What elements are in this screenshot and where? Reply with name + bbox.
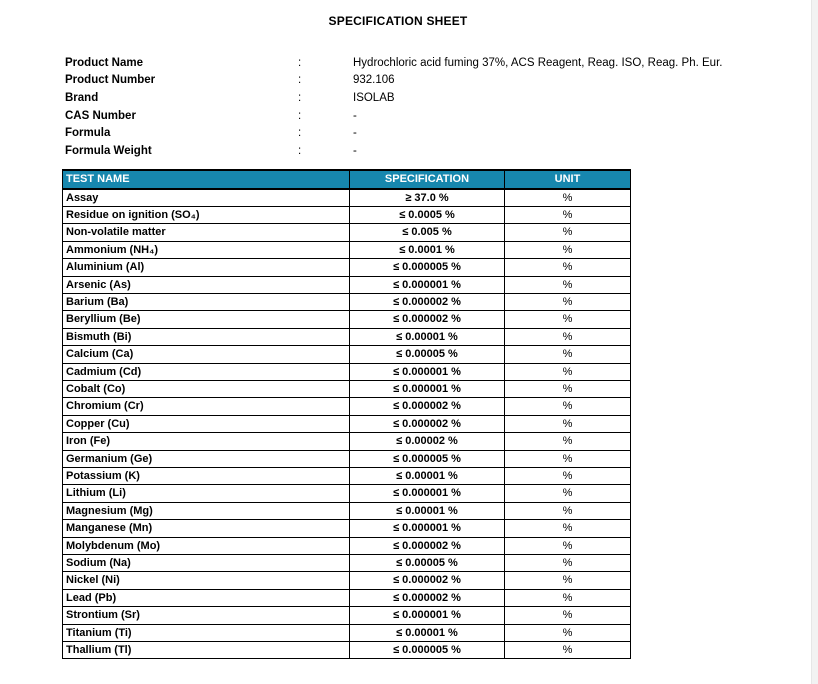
unit-cell: % (505, 311, 631, 328)
table-row (63, 346, 631, 363)
table-row (63, 241, 631, 258)
product-info-label: Brand (65, 91, 99, 104)
table-row (63, 293, 631, 310)
test-name-cell: Iron (Fe) (63, 433, 350, 450)
table-row (63, 415, 631, 432)
test-name-cell: Strontium (Sr) (63, 607, 350, 624)
specification-cell: ≤ 0.000005 % (350, 642, 505, 659)
specification-cell: ≤ 0.000005 % (350, 259, 505, 276)
product-info-row (65, 89, 765, 107)
product-info-colon: : (298, 74, 302, 87)
unit-cell: % (505, 502, 631, 519)
test-name-cell: Sodium (Na) (63, 555, 350, 572)
test-name-cell: Aluminium (Al) (63, 259, 350, 276)
table-row (63, 555, 631, 572)
unit-cell: % (505, 346, 631, 363)
specification-cell: ≤ 0.0001 % (350, 241, 505, 258)
test-name-cell: Residue on ignition (SO₄) (63, 206, 350, 223)
test-name-cell: Lead (Pb) (63, 589, 350, 606)
table-row (63, 363, 631, 380)
product-info-colon: : (298, 144, 302, 157)
specification-cell: ≤ 0.000002 % (350, 398, 505, 415)
specification-cell: ≤ 0.005 % (350, 224, 505, 241)
product-info-value: 932.106 (353, 74, 395, 87)
unit-cell: % (505, 624, 631, 641)
unit-cell: % (505, 276, 631, 293)
table-row (63, 537, 631, 554)
product-info-value: Hydrochloric acid fuming 37%, ACS Reagent, Reag. ISO, Reag. Ph. Eur. (353, 56, 723, 69)
specification-cell: ≤ 0.00005 % (350, 346, 505, 363)
test-name-cell: Barium (Ba) (63, 293, 350, 310)
scrollbar-track[interactable] (811, 0, 818, 684)
test-name-cell: Beryllium (Be) (63, 311, 350, 328)
table-row (63, 450, 631, 467)
table-row (63, 206, 631, 223)
test-name-cell: Calcium (Ca) (63, 346, 350, 363)
unit-cell: % (505, 259, 631, 276)
test-name-cell: Molybdenum (Mo) (63, 537, 350, 554)
specification-cell: ≤ 0.000001 % (350, 485, 505, 502)
table-row (63, 624, 631, 641)
product-info-colon: : (298, 56, 302, 69)
test-name-cell: Ammonium (NH₄) (63, 241, 350, 258)
product-info-label: CAS Number (65, 109, 136, 122)
product-info-row (65, 124, 765, 142)
table-row (63, 642, 631, 659)
table-row (63, 328, 631, 345)
table-row (63, 398, 631, 415)
unit-cell: % (505, 241, 631, 258)
unit-cell: % (505, 555, 631, 572)
test-name-cell: Thallium (Tl) (63, 642, 350, 659)
table-row (63, 259, 631, 276)
product-info-block (65, 54, 765, 160)
product-info-value: - (353, 127, 357, 140)
product-info-colon: : (298, 109, 302, 122)
test-name-cell: Arsenic (As) (63, 276, 350, 293)
table-row (63, 485, 631, 502)
table-body (63, 189, 631, 659)
test-name-cell: Copper (Cu) (63, 415, 350, 432)
unit-cell: % (505, 415, 631, 432)
specification-cell: ≤ 0.000005 % (350, 450, 505, 467)
specification-cell: ≤ 0.00001 % (350, 468, 505, 485)
test-name-cell: Titanium (Ti) (63, 624, 350, 641)
specification-cell: ≥ 37.0 % (350, 189, 505, 207)
unit-cell: % (505, 485, 631, 502)
unit-cell: % (505, 398, 631, 415)
specification-cell: ≤ 0.00001 % (350, 502, 505, 519)
page-title: SPECIFICATION SHEET (328, 14, 468, 28)
product-info-row (65, 107, 765, 125)
specification-cell: ≤ 0.000002 % (350, 415, 505, 432)
test-name-cell: Chromium (Cr) (63, 398, 350, 415)
unit-cell: % (505, 607, 631, 624)
product-info-label: Product Name (65, 56, 143, 69)
unit-cell: % (505, 293, 631, 310)
product-info-label: Product Number (65, 74, 156, 87)
test-name-cell: Bismuth (Bi) (63, 328, 350, 345)
test-name-cell: Lithium (Li) (63, 485, 350, 502)
product-info-colon: : (298, 91, 302, 104)
test-name-cell: Cadmium (Cd) (63, 363, 350, 380)
specification-cell: ≤ 0.000001 % (350, 363, 505, 380)
specification-cell: ≤ 0.000001 % (350, 607, 505, 624)
unit-cell: % (505, 572, 631, 589)
specification-cell: ≤ 0.000001 % (350, 380, 505, 397)
specification-table (62, 169, 631, 659)
specification-cell: ≤ 0.00001 % (350, 328, 505, 345)
product-info-label: Formula Weight (65, 144, 152, 157)
unit-cell: % (505, 206, 631, 223)
specification-cell: ≤ 0.000002 % (350, 589, 505, 606)
test-name-cell: Potassium (K) (63, 468, 350, 485)
product-info-row (65, 72, 765, 90)
specification-cell: ≤ 0.00001 % (350, 624, 505, 641)
table-row (63, 607, 631, 624)
table-row (63, 311, 631, 328)
product-info-colon: : (298, 127, 302, 140)
test-name-cell: Non-volatile matter (63, 224, 350, 241)
unit-cell: % (505, 433, 631, 450)
column-header-specification: SPECIFICATION (350, 170, 505, 189)
table-row (63, 380, 631, 397)
product-info-label: Formula (65, 127, 111, 140)
specification-cell: ≤ 0.000001 % (350, 276, 505, 293)
unit-cell: % (505, 450, 631, 467)
table-row (63, 224, 631, 241)
column-header-test-name: TEST NAME (63, 170, 350, 189)
table-row (63, 468, 631, 485)
product-info-value: ISOLAB (353, 91, 395, 104)
test-name-cell: Manganese (Mn) (63, 520, 350, 537)
specification-cell: ≤ 0.000001 % (350, 520, 505, 537)
unit-cell: % (505, 380, 631, 397)
specification-cell: ≤ 0.000002 % (350, 293, 505, 310)
table-row (63, 520, 631, 537)
unit-cell: % (505, 189, 631, 207)
test-name-cell: Cobalt (Co) (63, 380, 350, 397)
specification-cell: ≤ 0.000002 % (350, 537, 505, 554)
table-row (63, 276, 631, 293)
product-info-value: - (353, 144, 357, 157)
unit-cell: % (505, 468, 631, 485)
product-info-row (65, 54, 765, 72)
unit-cell: % (505, 520, 631, 537)
table-row (63, 189, 631, 207)
unit-cell: % (505, 642, 631, 659)
test-name-cell: Assay (63, 189, 350, 207)
table-row (63, 502, 631, 519)
unit-cell: % (505, 537, 631, 554)
table-header-row (63, 170, 631, 189)
unit-cell: % (505, 224, 631, 241)
specification-cell: ≤ 0.0005 % (350, 206, 505, 223)
specification-cell: ≤ 0.00002 % (350, 433, 505, 450)
product-info-row (65, 142, 765, 160)
unit-cell: % (505, 363, 631, 380)
specification-cell: ≤ 0.00005 % (350, 555, 505, 572)
column-header-unit: UNIT (505, 170, 631, 189)
table-row (63, 589, 631, 606)
test-name-cell: Germanium (Ge) (63, 450, 350, 467)
test-name-cell: Magnesium (Mg) (63, 502, 350, 519)
product-info-value: - (353, 109, 357, 122)
unit-cell: % (505, 589, 631, 606)
table-row (63, 433, 631, 450)
specification-cell: ≤ 0.000002 % (350, 311, 505, 328)
unit-cell: % (505, 328, 631, 345)
test-name-cell: Nickel (Ni) (63, 572, 350, 589)
specification-cell: ≤ 0.000002 % (350, 572, 505, 589)
table-row (63, 572, 631, 589)
